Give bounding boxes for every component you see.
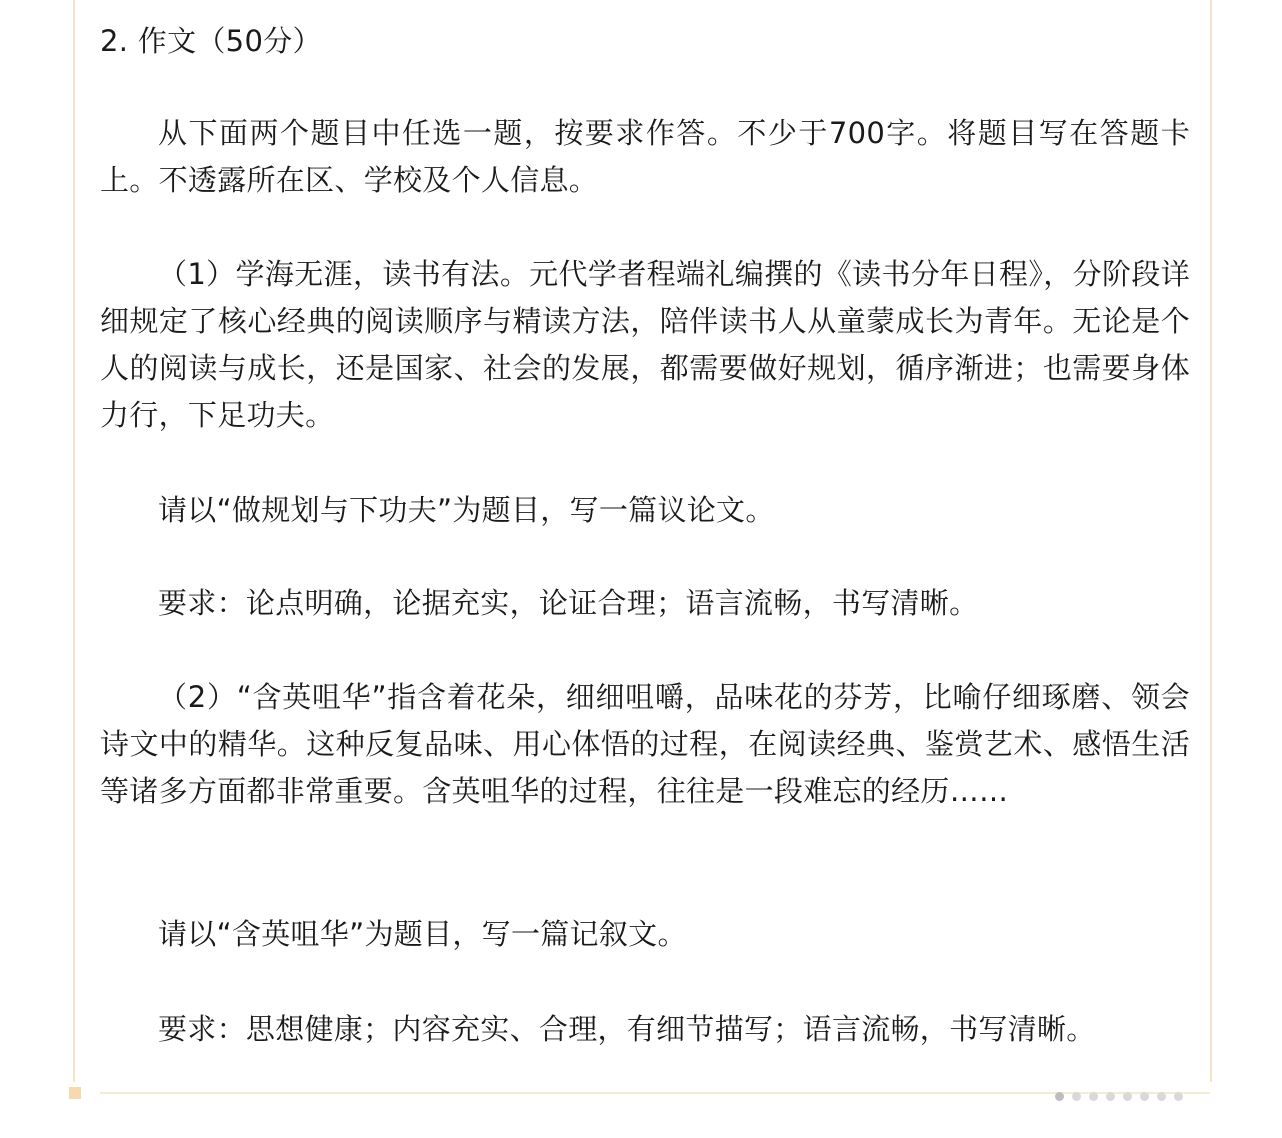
bottom-border-line — [100, 1092, 1210, 1094]
prompt-1-task: 请以“做规划与下功夫”为题目，写一篇议论文。 — [158, 493, 775, 527]
prompt-2-task: 请以“含英咀华”为题目，写一篇记叙文。 — [158, 917, 687, 951]
question-heading: 2. 作文（50分） — [100, 24, 322, 58]
page-dot[interactable] — [1089, 1092, 1098, 1101]
left-border-line — [73, 0, 75, 1082]
page-dot[interactable] — [1123, 1092, 1132, 1101]
page-dot[interactable] — [1072, 1092, 1081, 1101]
page-dot[interactable] — [1106, 1092, 1115, 1101]
prompt-1-paragraph: （1）学海无涯，读书有法。元代学者程端礼编撰的《读书分年日程》，分阶段详细规定了核心经典的阅读顺序与精读方法，陪伴读书人从童蒙成长为青年。无论是个人的阅读与成长，还是国家、社会的发展，都需要做好规划，循序渐进；也需要身体力行，下足功夫。 — [100, 257, 1190, 432]
page-dot[interactable] — [1157, 1092, 1166, 1101]
article-body — [100, 18, 1190, 1046]
page-dot[interactable] — [1174, 1092, 1183, 1101]
prompt-1-requirements: 要求：论点明确，论据充实，论证合理；语言流畅，书写清晰。 — [158, 586, 979, 620]
page-indicator[interactable] — [1055, 1092, 1183, 1101]
instruction-paragraph: 从下面两个题目中任选一题，按要求作答。不少于700字。将题目写在答题卡上。不透露所在区、学校及个人信息。 — [100, 116, 1190, 197]
right-border-line — [1210, 0, 1212, 1082]
prompt-2-requirements: 要求：思想健康；内容充实、合理，有细节描写；语言流畅，书写清晰。 — [158, 1012, 1096, 1046]
prompt-2-paragraph: （2）“含英咀华”指含着花朵，细细咀嚼，品味花的芬芳，比喻仔细琢磨、领会诗文中的精华。这种反复品味、用心体悟的过程，在阅读经典、鉴赏艺术、感悟生活等诸多方面都非常重要。含英咀华的过程，往往是一段难忘的经历…… — [100, 680, 1190, 808]
page-dot[interactable] — [1140, 1092, 1149, 1101]
corner-decoration — [69, 1087, 81, 1099]
page-dot[interactable] — [1055, 1092, 1064, 1101]
